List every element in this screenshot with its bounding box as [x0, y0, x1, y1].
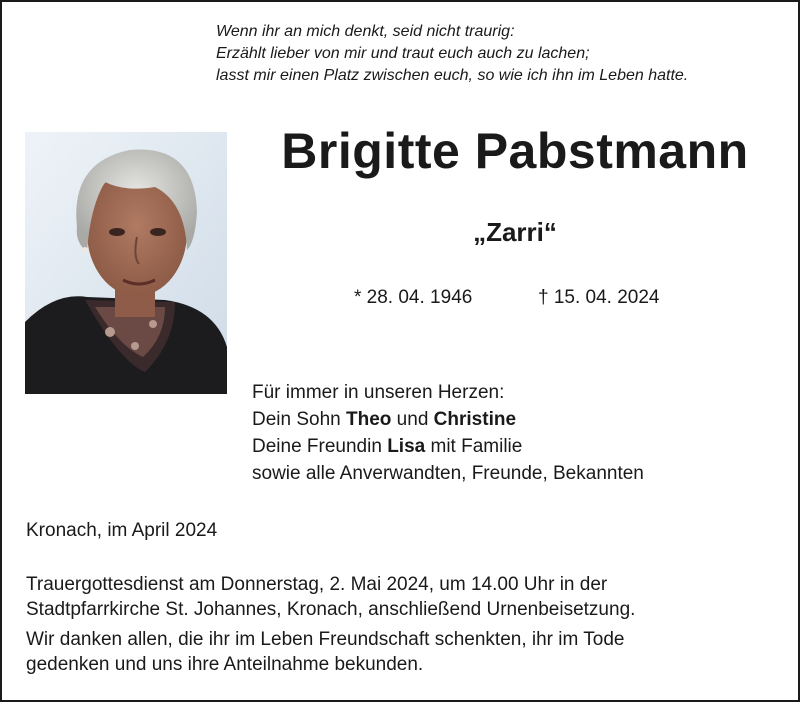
mourner-text: Deine Freundin: [252, 436, 388, 457]
poem-line: lasst mir einen Platz zwischen euch, so wie ich ihn im Leben hatte.: [216, 67, 689, 84]
poem-line: Erzählt lieber von mir und traut euch auch zu lachen;: [216, 45, 590, 62]
thanks-note: [26, 627, 624, 677]
death-date: † 15. 04. 2024: [538, 287, 660, 308]
mourner-line: [252, 433, 644, 460]
portrait-photo: [25, 132, 227, 394]
mourner-line: [252, 406, 644, 433]
mourner-name: Theo: [346, 409, 392, 430]
mourners-block: [252, 379, 644, 487]
mourners-intro: Für immer in unseren Herzen:: [252, 382, 505, 403]
service-line: Trauergottesdienst am Donnerstag, 2. Mai 2024, um 14.00 Uhr in der: [26, 574, 608, 595]
poem-line: Wenn ihr an mich denkt, seid nicht traurig:: [216, 23, 515, 40]
deceased-nickname: „Zarri“: [473, 217, 557, 247]
mourner-name: Christine: [433, 409, 517, 430]
place-date: Kronach, im April 2024: [26, 520, 218, 541]
birth-date: * 28. 04. 1946: [354, 287, 473, 308]
mourner-text: Dein Sohn: [252, 409, 347, 430]
service-line: Stadtpfarrkirche St. Johannes, Kronach, anschließend Urnenbeisetzung.: [26, 599, 636, 620]
thanks-line: Wir danken allen, die ihr im Leben Freundschaft schenkten, ihr im Tode: [26, 629, 625, 650]
mourner-text: mit Familie: [425, 436, 523, 457]
mourner-text: und: [391, 409, 434, 430]
mourner-name: Lisa: [387, 436, 426, 457]
thanks-line: gedenken und uns ihre Anteilnahme bekunden.: [26, 654, 424, 675]
mourner-line: sowie alle Anverwandten, Freunde, Bekannten: [252, 463, 644, 484]
funeral-service-info: [26, 572, 635, 622]
deceased-name: Brigitte Pabstmann: [281, 123, 749, 179]
poem: [216, 21, 688, 87]
